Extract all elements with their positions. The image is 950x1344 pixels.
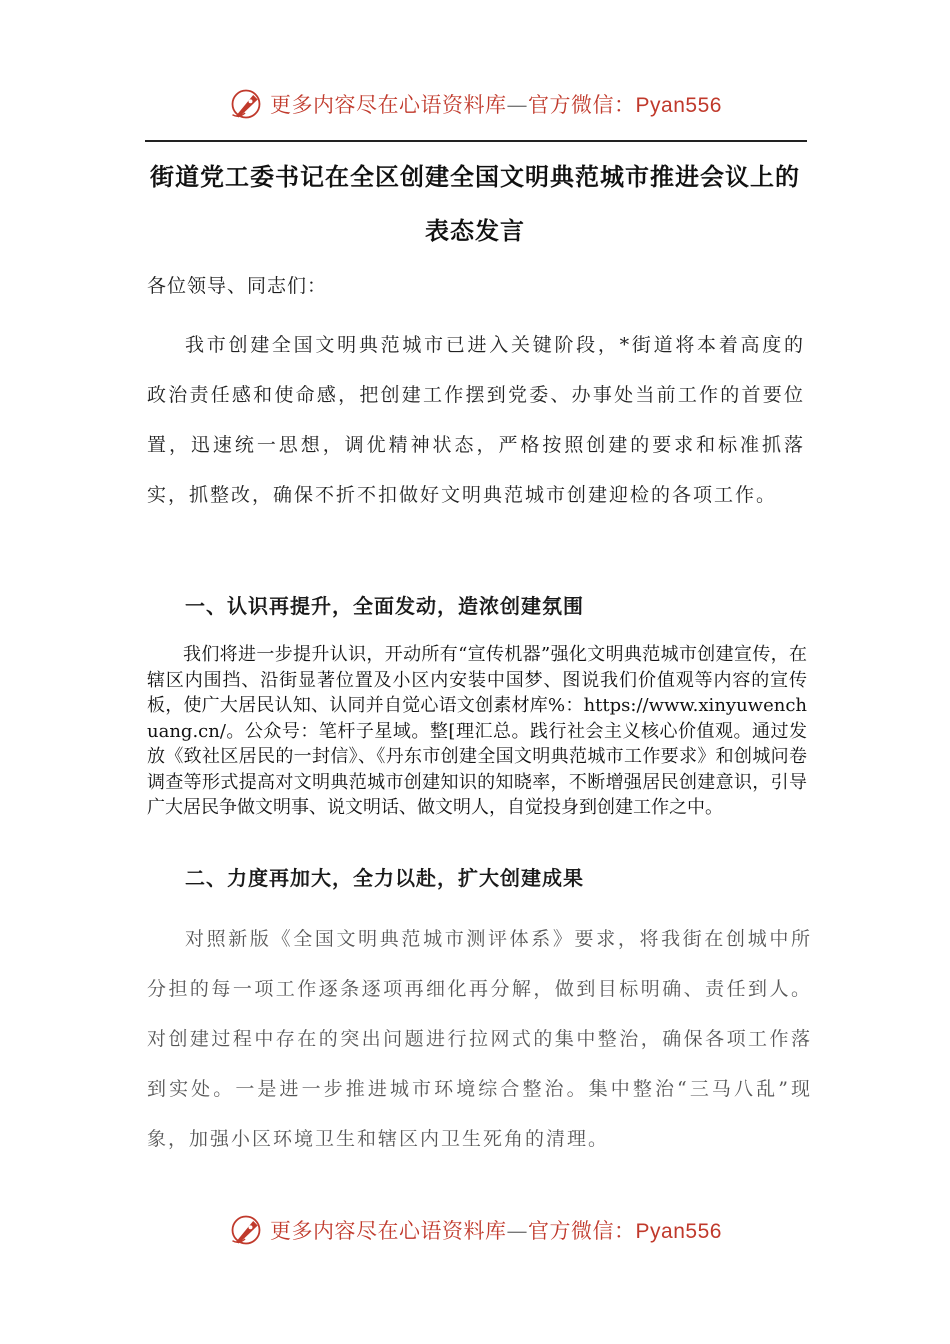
banner-text: 更多内容尽在心语资料库—官方微信：Pyan556: [270, 1219, 722, 1243]
header-divider: [145, 140, 807, 142]
section-1-body: 我们将进一步提升认识，开动所有“宣传机器”强化文明典范城市创建宣传，在辖区内围挡、沿街显著位置及小区内安装中国梦、图说我们价值观等内容的宣传板，使广大居民认知、认同并自觉心语文创素材库%：https://www.xinyuwenchuang.cn/。公众号：笔杆子星域。整[理汇总。践行社会主义核心价值观。通过发放《致社区居民的一封信》、《丹东市创建全国文明典范城市工作要求》和创城问卷调查等形式提高对文明典范城市创建知识的知晓率，不断增强居民创建意识，引导广大居民争做文明事、说文明话、做文明人，自觉投身到创建工作之中。: [147, 644, 807, 818]
footer-banner: [0, 1210, 950, 1250]
section-2-body: 对照新版《全国文明典范城市测评体系》要求，将我街在创城中所分担的每一项工作逐条逐项再细化再分解，做到目标明确、责任到人。对创建过程中存在的突出问题进行拉网式的集中整治，确保各项工作落到实处。一是进一步推进城市环境综合整治。集中整治“三马八乱”现象，加强小区环境卫生和辖区内卫生死角的清理。: [147, 928, 812, 1150]
pen-nib-logo-icon: [228, 86, 264, 122]
header-banner: [0, 84, 950, 124]
salutation: 各位领导、同志们：: [147, 275, 328, 297]
document-title: 街道党工委书记在全区创建全国文明典范城市推进会议上的表态发言: [150, 162, 800, 245]
intro-paragraph: 我市创建全国文明典范城市已进入关键阶段，*街道将本着高度的政治责任感和使命感，把创建工作摆到党委、办事处当前工作的首要位置，迅速统一思想，调优精神状态，严格按照创建的要求和标准抓落实，抓整改，确保不折不扣做好文明典范城市创建迎检的各项工作。: [147, 334, 805, 506]
pen-nib-logo-icon: [228, 1212, 264, 1248]
section-1-heading: 一、认识再提升，全面发动，造浓创建氛围: [185, 594, 584, 618]
section-2-heading: 二、力度再加大，全力以赴，扩大创建成果: [185, 866, 584, 890]
banner-text: 更多内容尽在心语资料库—官方微信：Pyan556: [270, 93, 722, 117]
